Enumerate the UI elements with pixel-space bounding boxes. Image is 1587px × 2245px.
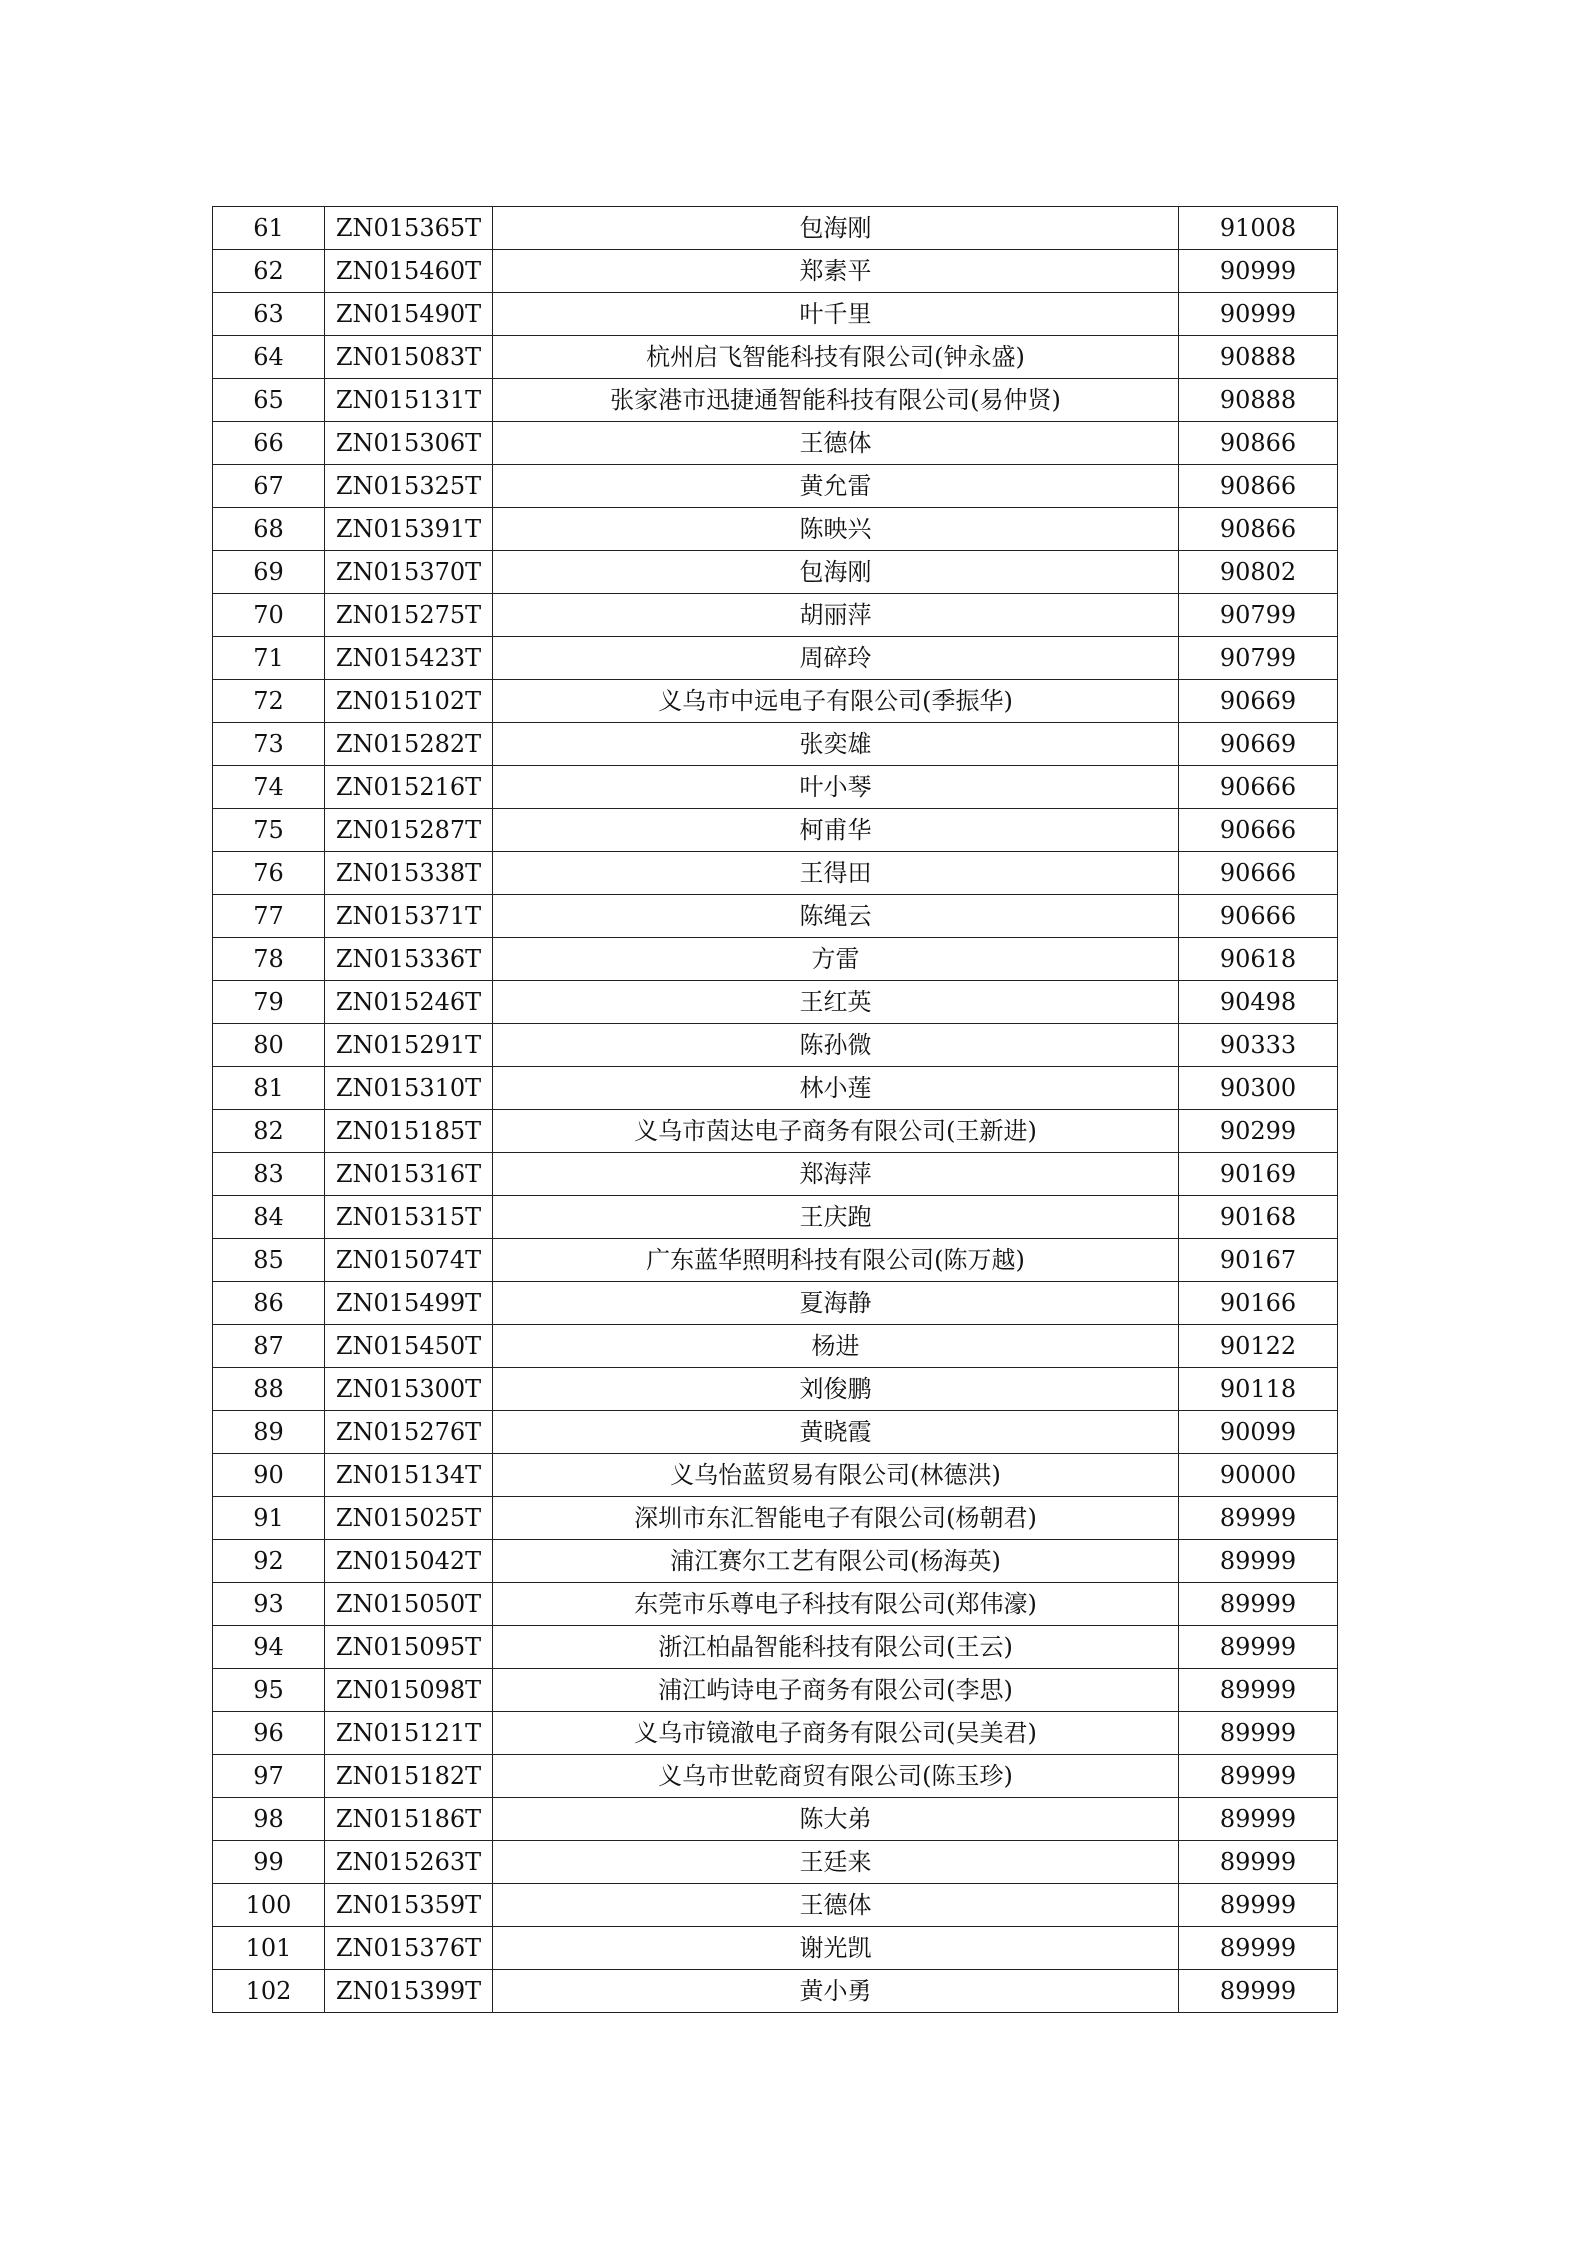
table-row (213, 637, 1338, 680)
price-cell: 90299 (1179, 1110, 1338, 1153)
rank-cell: 99 (213, 1841, 325, 1884)
name-cell: 柯甫华 (493, 809, 1179, 852)
rank-cell: 80 (213, 1024, 325, 1067)
price-cell: 90666 (1179, 895, 1338, 938)
price-cell: 89999 (1179, 1927, 1338, 1970)
table-row (213, 766, 1338, 809)
price-cell: 90802 (1179, 551, 1338, 594)
code-cell: ZN015315T (325, 1196, 493, 1239)
name-cell: 东莞市乐尊电子科技有限公司(郑伟濠) (493, 1583, 1179, 1626)
name-cell: 方雷 (493, 938, 1179, 981)
rank-cell: 77 (213, 895, 325, 938)
code-cell: ZN015025T (325, 1497, 493, 1540)
code-cell: ZN015359T (325, 1884, 493, 1927)
price-cell: 89999 (1179, 1540, 1338, 1583)
table-row (213, 1454, 1338, 1497)
price-cell: 90866 (1179, 508, 1338, 551)
name-cell: 叶小琴 (493, 766, 1179, 809)
price-cell: 89999 (1179, 1669, 1338, 1712)
name-cell: 杨进 (493, 1325, 1179, 1368)
code-cell: ZN015131T (325, 379, 493, 422)
price-cell: 90999 (1179, 250, 1338, 293)
rank-cell: 102 (213, 1970, 325, 2013)
name-cell: 陈孙微 (493, 1024, 1179, 1067)
rank-cell: 83 (213, 1153, 325, 1196)
name-cell: 义乌市世乾商贸有限公司(陈玉珍) (493, 1755, 1179, 1798)
name-cell: 义乌市镜澈电子商务有限公司(吴美君) (493, 1712, 1179, 1755)
rank-cell: 69 (213, 551, 325, 594)
rank-cell: 94 (213, 1626, 325, 1669)
rank-cell: 68 (213, 508, 325, 551)
price-cell: 90168 (1179, 1196, 1338, 1239)
table-row (213, 379, 1338, 422)
price-cell: 91008 (1179, 207, 1338, 250)
name-cell: 周碎玲 (493, 637, 1179, 680)
price-cell: 90669 (1179, 680, 1338, 723)
code-cell: ZN015423T (325, 637, 493, 680)
name-cell: 刘俊鹏 (493, 1368, 1179, 1411)
name-cell: 浦江赛尔工艺有限公司(杨海英) (493, 1540, 1179, 1583)
price-cell: 90498 (1179, 981, 1338, 1024)
code-cell: ZN015338T (325, 852, 493, 895)
rank-cell: 63 (213, 293, 325, 336)
code-cell: ZN015042T (325, 1540, 493, 1583)
code-cell: ZN015365T (325, 207, 493, 250)
price-cell: 90300 (1179, 1067, 1338, 1110)
rank-cell: 67 (213, 465, 325, 508)
table-row (213, 1540, 1338, 1583)
table-row (213, 895, 1338, 938)
table-row (213, 981, 1338, 1024)
price-cell: 90666 (1179, 766, 1338, 809)
rank-cell: 97 (213, 1755, 325, 1798)
name-cell: 郑素平 (493, 250, 1179, 293)
rank-cell: 82 (213, 1110, 325, 1153)
code-cell: ZN015291T (325, 1024, 493, 1067)
price-cell: 90888 (1179, 379, 1338, 422)
table-row (213, 809, 1338, 852)
name-cell: 王庆跑 (493, 1196, 1179, 1239)
code-cell: ZN015316T (325, 1153, 493, 1196)
price-cell: 90866 (1179, 465, 1338, 508)
table-row (213, 1325, 1338, 1368)
rank-cell: 95 (213, 1669, 325, 1712)
name-cell: 深圳市东汇智能电子有限公司(杨朝君) (493, 1497, 1179, 1540)
table-row (213, 852, 1338, 895)
price-cell: 89999 (1179, 1712, 1338, 1755)
table-row (213, 1755, 1338, 1798)
table-row (213, 1583, 1338, 1626)
code-cell: ZN015371T (325, 895, 493, 938)
price-cell: 90799 (1179, 594, 1338, 637)
name-cell: 张奕雄 (493, 723, 1179, 766)
rank-cell: 72 (213, 680, 325, 723)
table-row (213, 1411, 1338, 1454)
name-cell: 广东蓝华照明科技有限公司(陈万越) (493, 1239, 1179, 1282)
table-row (213, 1282, 1338, 1325)
price-cell: 90167 (1179, 1239, 1338, 1282)
table-row (213, 465, 1338, 508)
price-cell: 90166 (1179, 1282, 1338, 1325)
name-cell: 叶千里 (493, 293, 1179, 336)
price-cell: 89999 (1179, 1626, 1338, 1669)
results-table-body (213, 207, 1338, 2013)
code-cell: ZN015306T (325, 422, 493, 465)
name-cell: 王德体 (493, 1884, 1179, 1927)
name-cell: 陈绳云 (493, 895, 1179, 938)
table-row (213, 680, 1338, 723)
code-cell: ZN015499T (325, 1282, 493, 1325)
rank-cell: 93 (213, 1583, 325, 1626)
price-cell: 89999 (1179, 1497, 1338, 1540)
rank-cell: 70 (213, 594, 325, 637)
price-cell: 90666 (1179, 809, 1338, 852)
code-cell: ZN015134T (325, 1454, 493, 1497)
code-cell: ZN015287T (325, 809, 493, 852)
rank-cell: 62 (213, 250, 325, 293)
price-cell: 89999 (1179, 1755, 1338, 1798)
code-cell: ZN015263T (325, 1841, 493, 1884)
rank-cell: 100 (213, 1884, 325, 1927)
code-cell: ZN015276T (325, 1411, 493, 1454)
rank-cell: 76 (213, 852, 325, 895)
rank-cell: 98 (213, 1798, 325, 1841)
rank-cell: 73 (213, 723, 325, 766)
price-cell: 90669 (1179, 723, 1338, 766)
price-cell: 89999 (1179, 1884, 1338, 1927)
rank-cell: 91 (213, 1497, 325, 1540)
rank-cell: 71 (213, 637, 325, 680)
code-cell: ZN015246T (325, 981, 493, 1024)
table-row (213, 1884, 1338, 1927)
table-row (213, 336, 1338, 379)
code-cell: ZN015275T (325, 594, 493, 637)
name-cell: 张家港市迅捷通智能科技有限公司(易仲贤) (493, 379, 1179, 422)
name-cell: 王红英 (493, 981, 1179, 1024)
code-cell: ZN015102T (325, 680, 493, 723)
price-cell: 89999 (1179, 1583, 1338, 1626)
name-cell: 谢光凯 (493, 1927, 1179, 1970)
table-row (213, 293, 1338, 336)
table-row (213, 551, 1338, 594)
price-cell: 90799 (1179, 637, 1338, 680)
rank-cell: 64 (213, 336, 325, 379)
table-row (213, 207, 1338, 250)
rank-cell: 96 (213, 1712, 325, 1755)
code-cell: ZN015083T (325, 336, 493, 379)
name-cell: 浦江屿诗电子商务有限公司(李思) (493, 1669, 1179, 1712)
name-cell: 杭州启飞智能科技有限公司(钟永盛) (493, 336, 1179, 379)
rank-cell: 84 (213, 1196, 325, 1239)
table-row (213, 1626, 1338, 1669)
code-cell: ZN015282T (325, 723, 493, 766)
price-cell: 90000 (1179, 1454, 1338, 1497)
table-row (213, 1841, 1338, 1884)
price-cell: 89999 (1179, 1841, 1338, 1884)
rank-cell: 89 (213, 1411, 325, 1454)
rank-cell: 101 (213, 1927, 325, 1970)
code-cell: ZN015325T (325, 465, 493, 508)
table-row (213, 938, 1338, 981)
price-cell: 90118 (1179, 1368, 1338, 1411)
name-cell: 王得田 (493, 852, 1179, 895)
rank-cell: 78 (213, 938, 325, 981)
name-cell: 义乌市中远电子有限公司(季振华) (493, 680, 1179, 723)
code-cell: ZN015391T (325, 508, 493, 551)
code-cell: ZN015399T (325, 1970, 493, 2013)
price-cell: 90888 (1179, 336, 1338, 379)
table-row (213, 1497, 1338, 1540)
name-cell: 黄晓霞 (493, 1411, 1179, 1454)
code-cell: ZN015121T (325, 1712, 493, 1755)
price-cell: 90666 (1179, 852, 1338, 895)
name-cell: 王廷来 (493, 1841, 1179, 1884)
code-cell: ZN015300T (325, 1368, 493, 1411)
code-cell: ZN015370T (325, 551, 493, 594)
name-cell: 义乌怡蓝贸易有限公司(林德洪) (493, 1454, 1179, 1497)
rank-cell: 74 (213, 766, 325, 809)
table-row (213, 1110, 1338, 1153)
rank-cell: 88 (213, 1368, 325, 1411)
code-cell: ZN015185T (325, 1110, 493, 1153)
rank-cell: 87 (213, 1325, 325, 1368)
table-row (213, 1024, 1338, 1067)
price-cell: 90999 (1179, 293, 1338, 336)
name-cell: 林小莲 (493, 1067, 1179, 1110)
name-cell: 陈映兴 (493, 508, 1179, 551)
code-cell: ZN015376T (325, 1927, 493, 1970)
code-cell: ZN015074T (325, 1239, 493, 1282)
code-cell: ZN015095T (325, 1626, 493, 1669)
rank-cell: 86 (213, 1282, 325, 1325)
price-cell: 90122 (1179, 1325, 1338, 1368)
name-cell: 黄小勇 (493, 1970, 1179, 2013)
table-row (213, 250, 1338, 293)
rank-cell: 65 (213, 379, 325, 422)
code-cell: ZN015182T (325, 1755, 493, 1798)
code-cell: ZN015336T (325, 938, 493, 981)
rank-cell: 81 (213, 1067, 325, 1110)
results-table (212, 206, 1338, 2013)
code-cell: ZN015490T (325, 293, 493, 336)
table-row (213, 1067, 1338, 1110)
table-row (213, 1927, 1338, 1970)
price-cell: 90099 (1179, 1411, 1338, 1454)
table-row (213, 594, 1338, 637)
price-cell: 90333 (1179, 1024, 1338, 1067)
table-row (213, 1798, 1338, 1841)
name-cell: 黄允雷 (493, 465, 1179, 508)
rank-cell: 85 (213, 1239, 325, 1282)
rank-cell: 61 (213, 207, 325, 250)
name-cell: 浙江柏晶智能科技有限公司(王云) (493, 1626, 1179, 1669)
code-cell: ZN015450T (325, 1325, 493, 1368)
name-cell: 胡丽萍 (493, 594, 1179, 637)
table-row (213, 1196, 1338, 1239)
price-cell: 89999 (1179, 1970, 1338, 2013)
code-cell: ZN015310T (325, 1067, 493, 1110)
table-row (213, 1368, 1338, 1411)
price-cell: 90866 (1179, 422, 1338, 465)
price-cell: 89999 (1179, 1798, 1338, 1841)
price-cell: 90618 (1179, 938, 1338, 981)
code-cell: ZN015098T (325, 1669, 493, 1712)
name-cell: 陈大弟 (493, 1798, 1179, 1841)
rank-cell: 79 (213, 981, 325, 1024)
table-row (213, 1153, 1338, 1196)
code-cell: ZN015216T (325, 766, 493, 809)
code-cell: ZN015186T (325, 1798, 493, 1841)
table-row (213, 723, 1338, 766)
table-row (213, 1712, 1338, 1755)
table-row (213, 422, 1338, 465)
name-cell: 夏海静 (493, 1282, 1179, 1325)
table-row (213, 1970, 1338, 2013)
rank-cell: 90 (213, 1454, 325, 1497)
name-cell: 义乌市茵达电子商务有限公司(王新进) (493, 1110, 1179, 1153)
code-cell: ZN015050T (325, 1583, 493, 1626)
table-row (213, 1669, 1338, 1712)
code-cell: ZN015460T (325, 250, 493, 293)
name-cell: 郑海萍 (493, 1153, 1179, 1196)
price-cell: 90169 (1179, 1153, 1338, 1196)
rank-cell: 92 (213, 1540, 325, 1583)
name-cell: 包海刚 (493, 207, 1179, 250)
table-row (213, 508, 1338, 551)
rank-cell: 75 (213, 809, 325, 852)
name-cell: 王德体 (493, 422, 1179, 465)
rank-cell: 66 (213, 422, 325, 465)
table-row (213, 1239, 1338, 1282)
name-cell: 包海刚 (493, 551, 1179, 594)
